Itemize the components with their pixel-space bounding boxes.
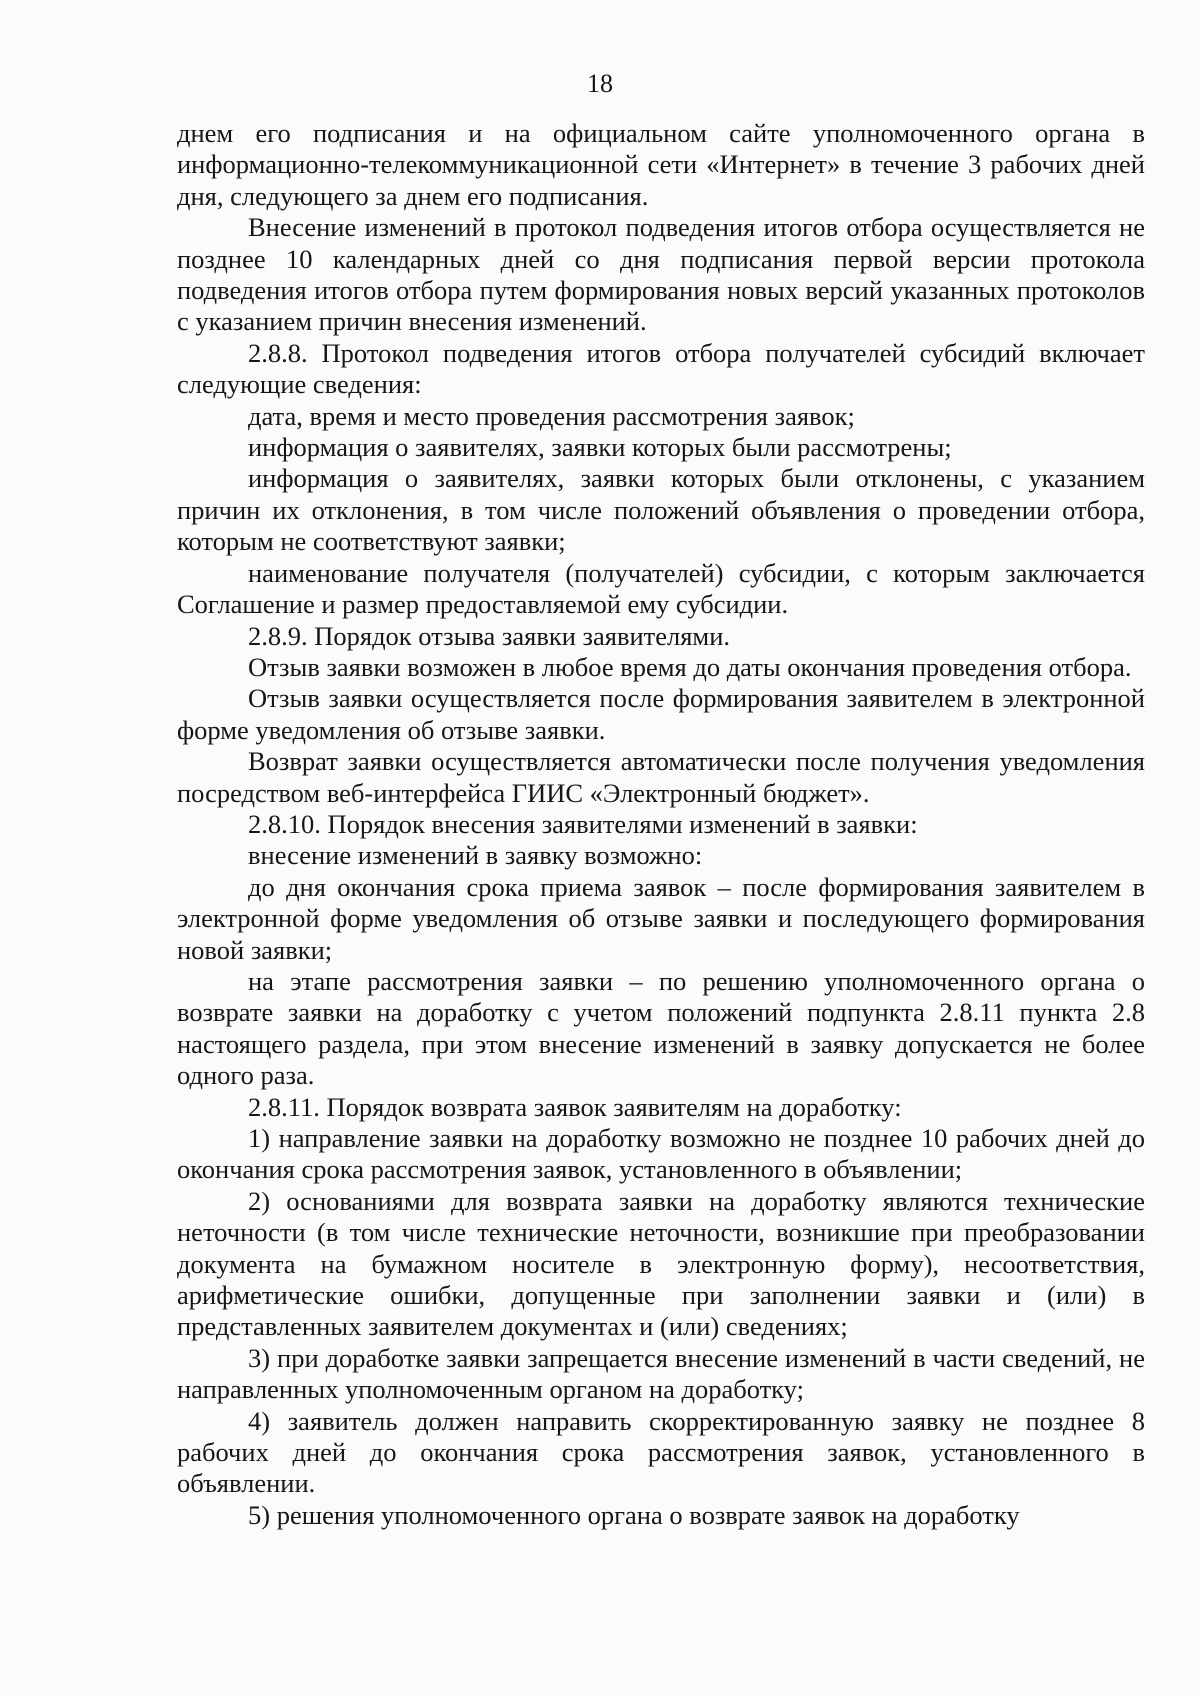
- paragraph: Возврат заявки осуществляется автоматически после получения уведомления посредством веб-интерфейса ГИИС «Электронный бюджет».: [177, 746, 1145, 808]
- paragraph: дата, время и место проведения рассмотрения заявок;: [248, 400, 855, 431]
- paragraph: 2) основаниями для возврата заявки на доработку являются технические неточности (в том числе технические неточности, возникшие при преобразовании документа на бумажном носителе в электронную форму), несоответствия, арифметические ошибки, допущенные при заполнении заявки и (или) в представленных заявителем документах и (или) сведениях;: [177, 1185, 1145, 1342]
- paragraph: 4) заявитель должен направить скорректированную заявку не позднее 8 рабочих дней до окончания срока рассмотрения заявок, установленного в объявлении.: [177, 1405, 1145, 1499]
- page-number: 18: [587, 69, 613, 98]
- paragraph: информация о заявителях, заявки которых были отклонены, с указанием причин их отклонения, в том числе положений объявления о проведении отбора, которым не соответствуют заявки;: [177, 463, 1145, 557]
- paragraph: внесение изменений в заявку возможно:: [248, 840, 703, 871]
- paragraph: Внесение изменений в протокол подведения итогов отбора осуществляется не позднее 10 календарных дней со дня подписания первой версии протокола подведения итогов отбора путем формирования новых версий указанных протоколов с указанием причин внесения изменений.: [177, 212, 1145, 337]
- paragraph: наименование получателя (получателей) субсидии, с которым заключается Соглашение и размер предоставляемой ему субсидии.: [177, 557, 1145, 620]
- paragraph: 2.8.11. Порядок возврата заявок заявителям на доработку:: [248, 1091, 902, 1122]
- paragraph: 2.8.10. Порядок внесения заявителями изменений в заявки:: [248, 808, 918, 839]
- paragraph-continuation: днем его подписания и на официальном сайте уполномоченного органа в информационно-телекоммуникационной сети «Интернет» в течение 3 рабочих дней дня, следующего за днем его подписания.: [177, 118, 1145, 211]
- document-body: [177, 118, 1145, 1531]
- paragraph: 1) направление заявки на доработку возможно не позднее 10 рабочих дней до окончания срока рассмотрения заявок, установленного в объявлении;: [177, 1123, 1145, 1185]
- paragraph: информация о заявителях, заявки которых были рассмотрены;: [248, 432, 952, 463]
- paragraph: до дня окончания срока приема заявок – после формирования заявителем в электронной форме уведомления об отзыве заявки и последующего формирования новой заявки;: [177, 871, 1145, 965]
- paragraph: Отзыв заявки осуществляется после формирования заявителем в электронной форме уведомления об отзыве заявки.: [177, 683, 1145, 745]
- paragraph: 3) при доработке заявки запрещается внесение изменений в части сведений, не направленных уполномоченным органом на доработку;: [177, 1342, 1145, 1405]
- paragraph: 5) решения уполномоченного органа о возврате заявок на доработку: [248, 1499, 1020, 1530]
- paragraph: на этапе рассмотрения заявки – по решению уполномоченного органа о возврате заявки на доработку с учетом положений подпункта 2.8.11 пункта 2.8 настоящего раздела, при этом внесение изменений в заявку допускается не более одного раза.: [177, 965, 1145, 1091]
- paragraph: 2.8.9. Порядок отзыва заявки заявителями.: [248, 620, 730, 651]
- paragraph: 2.8.8. Протокол подведения итогов отбора получателей субсидий включает следующие сведения:: [177, 337, 1145, 400]
- paragraph: Отзыв заявки возможен в любое время до даты окончания проведения отбора.: [248, 651, 1132, 682]
